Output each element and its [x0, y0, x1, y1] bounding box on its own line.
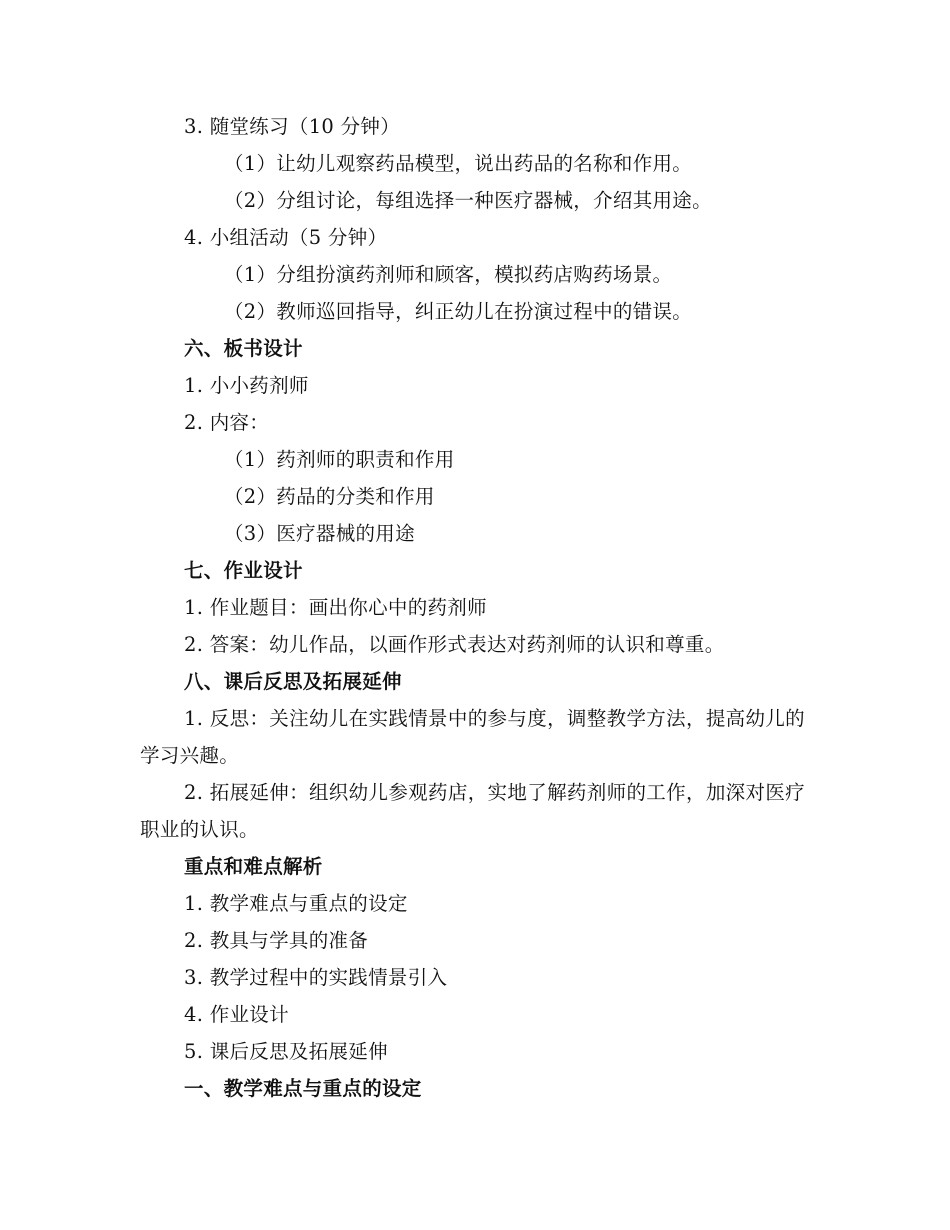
list-subitem: （1）药剂师的职责和作用 — [224, 448, 455, 471]
list-item: 2. 内容： — [184, 411, 270, 434]
list-subitem: （3）医疗器械的用途 — [224, 522, 415, 545]
list-item: 2. 答案：幼儿作品，以画作形式表达对药剂师的认识和尊重。 — [184, 633, 725, 656]
list-item: 1. 作业题目：画出你心中的药剂师 — [184, 596, 487, 619]
list-item: 2. 教具与学具的准备 — [184, 929, 369, 952]
list-item: 1. 教学难点与重点的设定 — [184, 892, 408, 915]
paragraph-extension: 2. 拓展延伸：组织幼儿参观药店，实地了解药剂师的工作，加深对医疗职业的认识。 — [140, 781, 805, 841]
paragraph-reflection: 1. 反思：关注幼儿在实践情景中的参与度，调整教学方法，提高幼儿的学习兴趣。 — [140, 707, 805, 767]
list-item: 1. 小小药剂师 — [184, 374, 309, 397]
section-heading-blackboard-design: 六、板书设计 — [184, 337, 303, 360]
list-subitem: （1）让幼儿观察药品模型，说出药品的名称和作用。 — [224, 152, 693, 175]
list-item: 3. 随堂练习（10 分钟） — [184, 115, 401, 138]
list-subitem: （1）分组扮演药剂师和顾客，模拟药店购药场景。 — [224, 263, 673, 286]
list-subitem: （2）分组讨论，每组选择一种医疗器械，介绍其用途。 — [224, 189, 712, 212]
section-heading-reflection: 八、课后反思及拓展延伸 — [184, 670, 402, 693]
section-heading-difficulties: 一、教学难点与重点的设定 — [184, 1077, 422, 1100]
list-item: 4. 作业设计 — [184, 1003, 289, 1026]
section-heading-homework-design: 七、作业设计 — [184, 559, 303, 582]
list-subitem: （2）药品的分类和作用 — [224, 485, 435, 508]
list-subitem: （2）教师巡回指导，纠正幼儿在扮演过程中的错误。 — [224, 300, 693, 323]
document-body — [140, 108, 805, 1107]
list-item: 5. 课后反思及拓展延伸 — [184, 1040, 388, 1063]
section-heading-key-points-analysis: 重点和难点解析 — [184, 855, 323, 878]
list-item: 3. 教学过程中的实践情景引入 — [184, 966, 448, 989]
list-item: 4. 小组活动（5 分钟） — [184, 226, 388, 249]
